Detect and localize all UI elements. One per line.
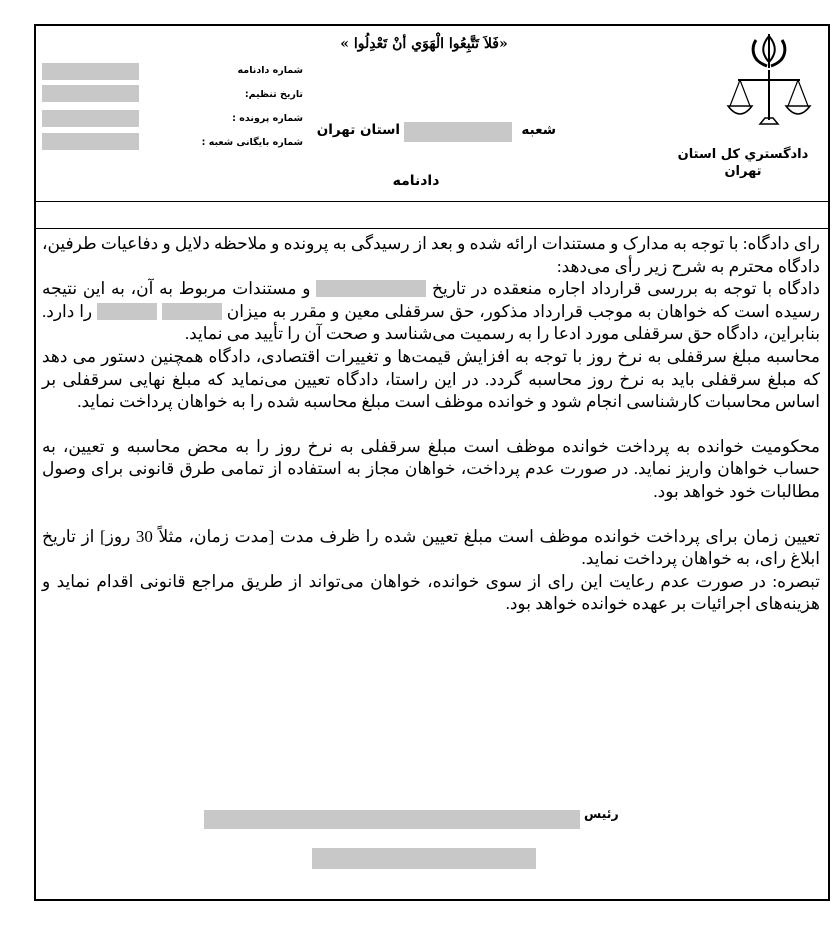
contract-text-b: و مستندات مربوط به آن، به این نتیجه رسیده است که خواهان به موجب قرارداد مذکور، حق سرقفلی معین و مقرر به میزان bbox=[42, 279, 821, 321]
paragraph-note: تبصره: در صورت عدم رعایت این رای از سوی خوانده، خواهان می‌تواند از طریق مراجع قانونی اقدام نماید و هزینه‌های اجرائیات بر عهده خوانده خواهد بود. bbox=[42, 571, 820, 614]
branch-prefix: شعبه bbox=[521, 122, 556, 138]
file-number-label: شماره پرونده : bbox=[232, 113, 303, 124]
document-title: دادنامه bbox=[392, 173, 440, 189]
redacted-contract-date bbox=[316, 280, 426, 297]
redacted-issue-date bbox=[42, 85, 139, 102]
paragraph-intro: رای دادگاه: با توجه به مدارک و مستندات ارائه شده و بعد از رسیدگی به پرونده و ملاحظه دلایل و دفاعیات طرفین، دادگاه محترم به شرح زیر رأی می‌دهد: bbox=[42, 234, 820, 276]
redacted-judge-name bbox=[204, 810, 580, 829]
archive-number-label: شماره بایگانی شعبه : bbox=[201, 137, 303, 148]
verdict-number-label: شماره دادنامه bbox=[237, 65, 303, 76]
redacted-file-number bbox=[42, 110, 139, 127]
header-separator-band bbox=[36, 202, 828, 229]
iran-emblem-icon bbox=[726, 32, 812, 132]
paragraph-calculation: محاسبه مبلغ سرقفلی به نرخ روز با توجه به افزایش قیمت‌ها و تغییرات اقتصادی، دادگاه همچنین دستور می دهد که مبلغ سرقفلی باید به نرخ روز محاسبه گردد. در این راستا، دادگاه تعیین می‌نماید که مبلغ نهایی سرقفلی بر اساس محاسبات کارشناسی انجام شود و خوانده موظف است مبلغ محاسبه شده را به خواهان پرداخت نماید. bbox=[42, 346, 820, 412]
redacted-branch-number bbox=[404, 122, 512, 142]
redacted-key-money-amount-cont bbox=[97, 303, 157, 320]
court-name: دادگستري كل استان تهران bbox=[677, 147, 809, 179]
paragraph-contract bbox=[42, 278, 820, 346]
verdict-body bbox=[36, 231, 828, 616]
issue-date-label: تاریخ تنظیم: bbox=[244, 89, 303, 100]
redacted-archive-number bbox=[42, 133, 139, 150]
paragraph-gap bbox=[42, 414, 820, 436]
paragraph-deadline: تعیین زمان برای پرداخت خوانده موظف است مبلغ تعیین شده را ظرف مدت [مدت زمان، مثلاً 30 روز] از تاریخ ابلاغ رای، به خواهان پرداخت نماید. bbox=[42, 526, 820, 569]
paragraph-conviction: محکومیت خوانده به پرداخت خوانده موظف است مبلغ سرقفلی به نرخ روز را به محض محاسبه و تعیین، به حساب خواهان واریز نماید. در صورت عدم پرداخت، خواهان مجاز به استفاده از تمامی طرق قانونی برای وصول مطالبات خود خواهد بود. bbox=[42, 436, 820, 501]
signature-label: رئیس bbox=[584, 806, 619, 821]
document-frame bbox=[34, 24, 830, 901]
redacted-case-verdict-number bbox=[42, 63, 139, 80]
contract-text-a: دادگاه با توجه به بررسی قرارداد اجاره منعقده در تاریخ bbox=[432, 279, 820, 299]
branch-suffix: استان تهران bbox=[316, 122, 400, 138]
court-branch bbox=[316, 122, 556, 142]
paragraph-gap bbox=[42, 504, 820, 526]
quran-verse: «فَلاَ تَتَّبِعُوا الْهَوَي أنْ تَعْدِلُوا » bbox=[340, 36, 508, 52]
redacted-signature bbox=[312, 848, 536, 869]
document-header bbox=[36, 26, 828, 202]
redacted-key-money-amount bbox=[162, 303, 222, 320]
contract-text-c: را دارد. بنابراین، دادگاه حق سرقفلی مورد ادعا را به رسمیت می‌شناسد و صحت آن را تأیید می نماید. bbox=[42, 301, 820, 344]
